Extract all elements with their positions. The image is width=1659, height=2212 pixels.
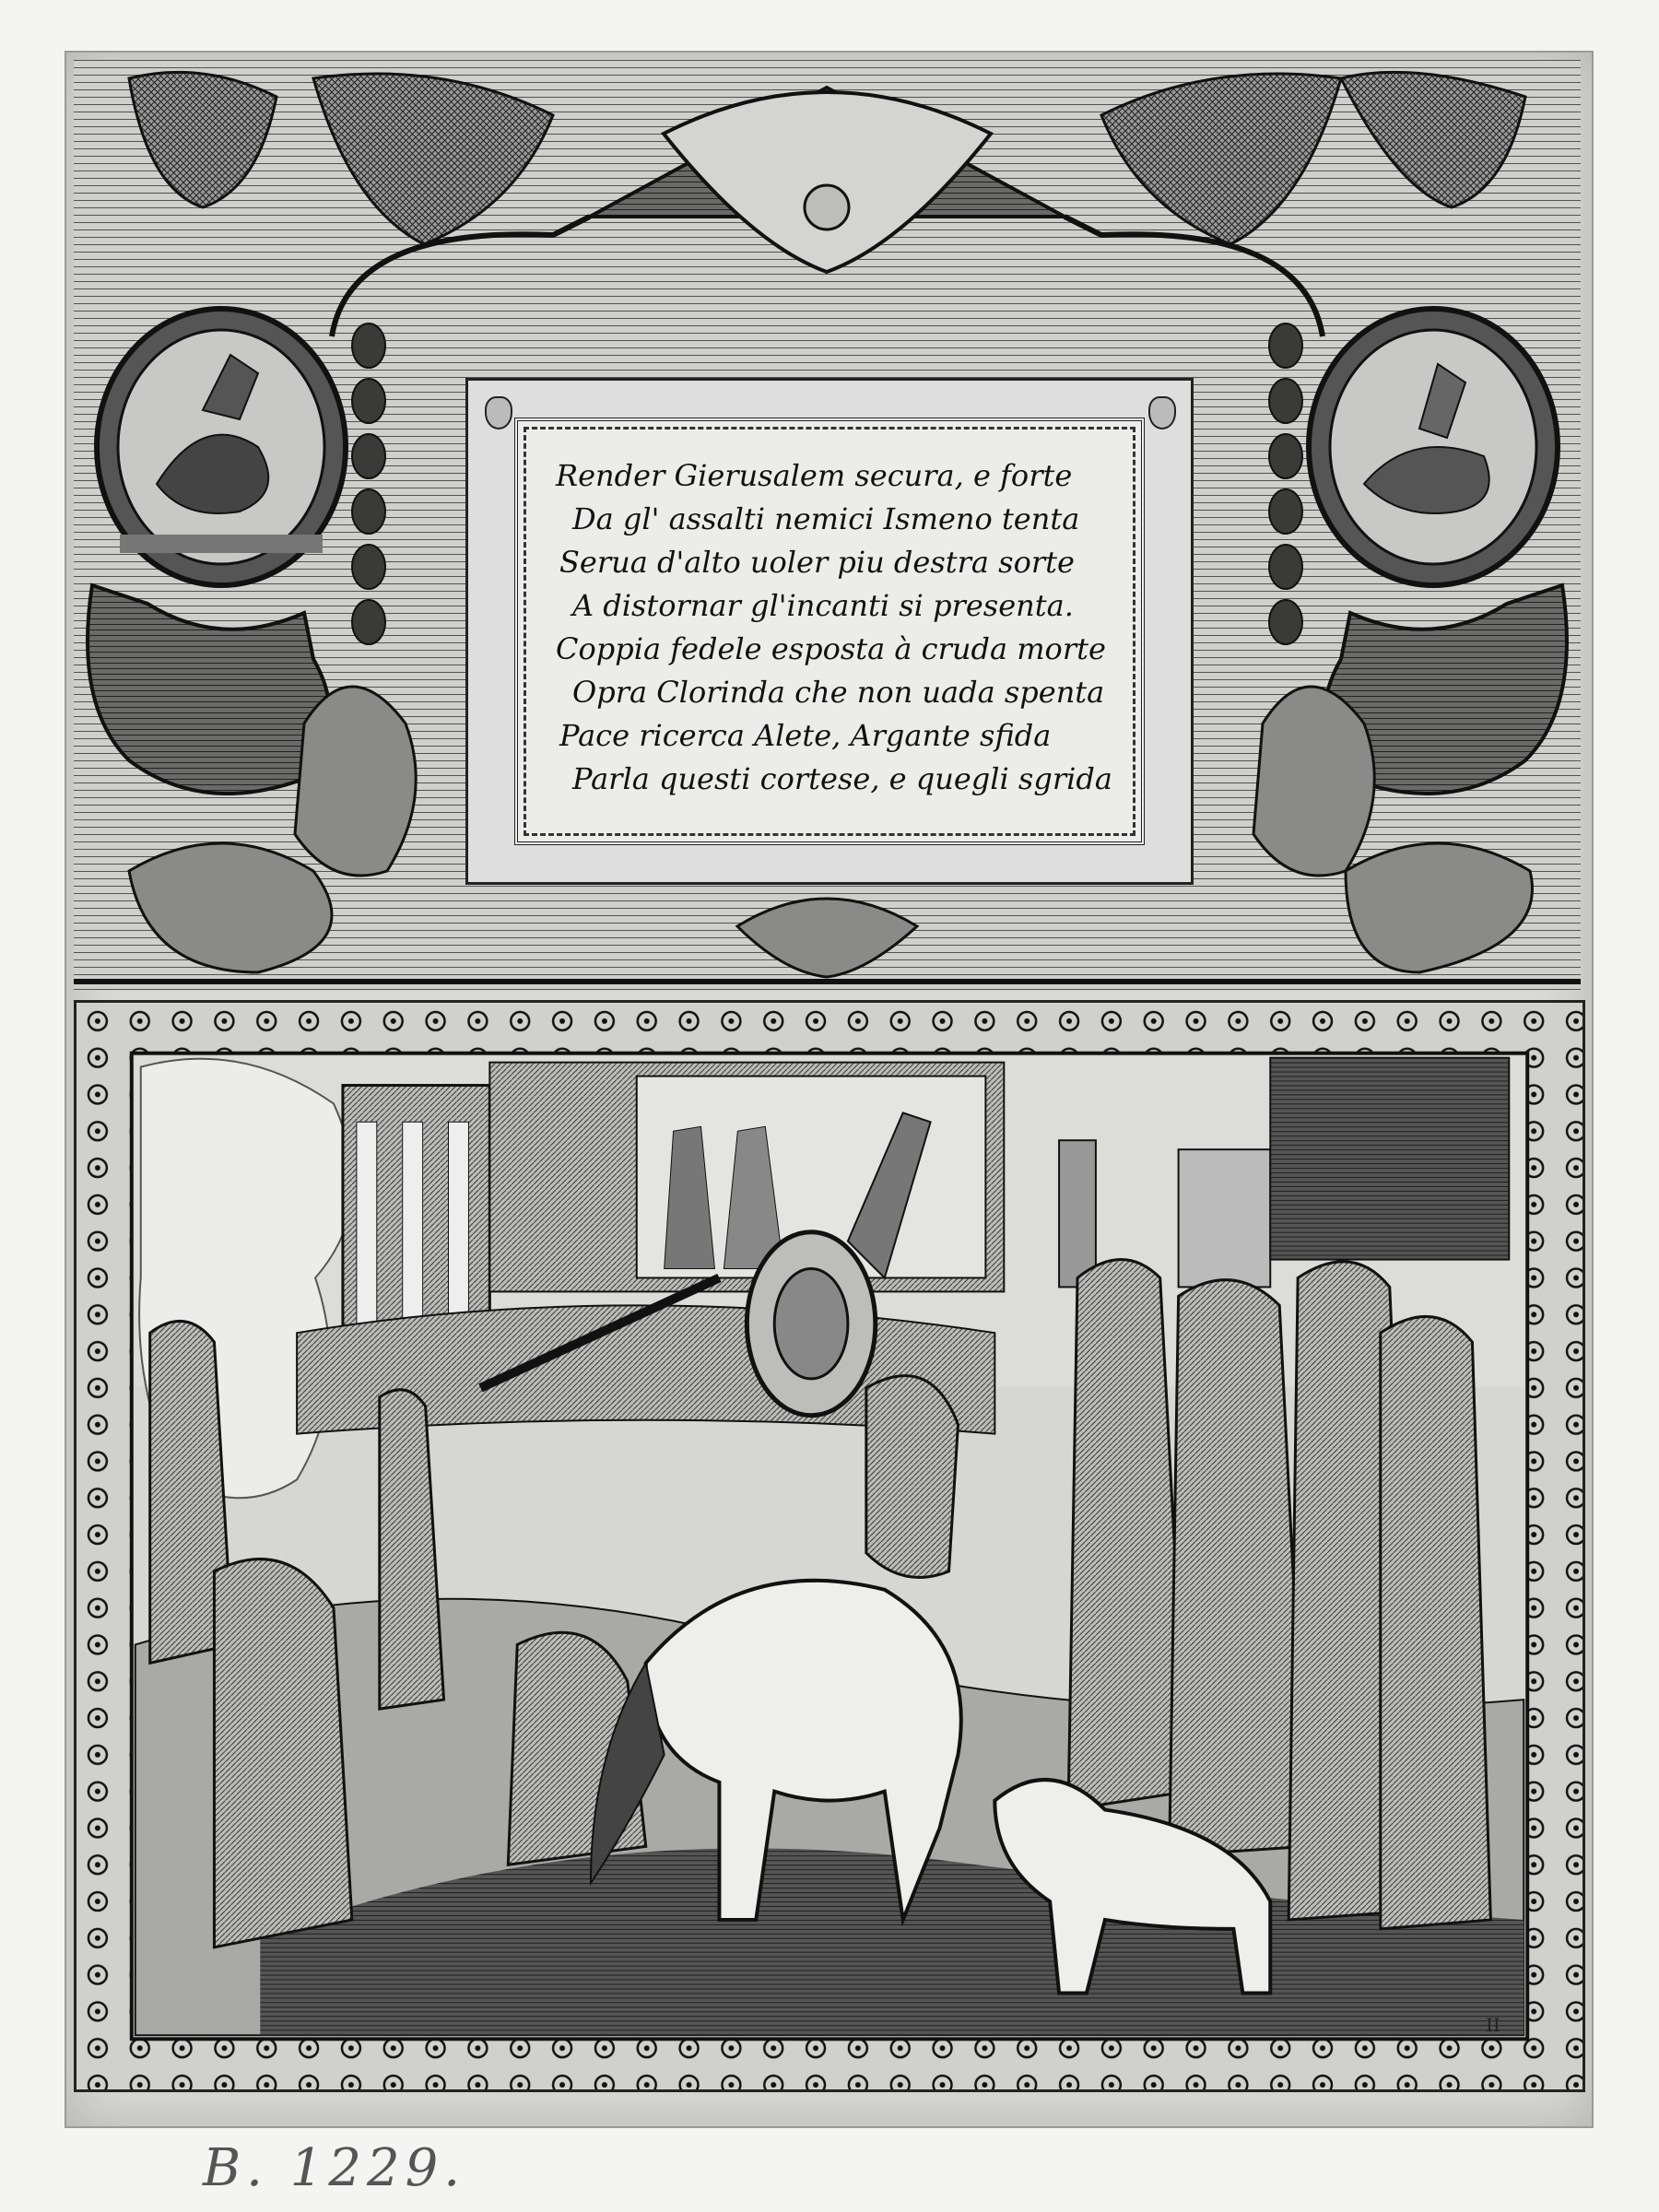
right-mask-icon bbox=[1148, 396, 1176, 429]
plate-number: II bbox=[1486, 2014, 1500, 2036]
engraved-scene bbox=[74, 1000, 1585, 2092]
poem-line: Serua d'alto uoler piu destra sorte bbox=[559, 545, 1075, 580]
left-medallion bbox=[97, 309, 346, 585]
poem-line: Render Gierusalem secura, e forte bbox=[556, 458, 1073, 493]
scene-drawing bbox=[76, 1003, 1583, 2089]
poem-line: Da gl' assalti nemici Ismeno tenta bbox=[572, 501, 1080, 536]
right-medallion bbox=[1309, 309, 1558, 585]
catalog-mark: B. 1229. bbox=[203, 2138, 466, 2198]
poem-text bbox=[556, 454, 1127, 801]
poem-line: Parla questi cortese, e quegli sgrida bbox=[572, 761, 1112, 796]
poem-line: Coppia fedele esposta à cruda morte bbox=[556, 631, 1106, 666]
poem-line: Opra Clorinda che non uada spenta bbox=[572, 675, 1105, 710]
poem-line: Pace ricerca Alete, Argante sfida bbox=[559, 718, 1052, 753]
poem-line: A distornar gl'incanti si presenta. bbox=[572, 588, 1074, 623]
poem-cartouche bbox=[465, 378, 1194, 885]
left-mask-icon bbox=[485, 396, 512, 429]
